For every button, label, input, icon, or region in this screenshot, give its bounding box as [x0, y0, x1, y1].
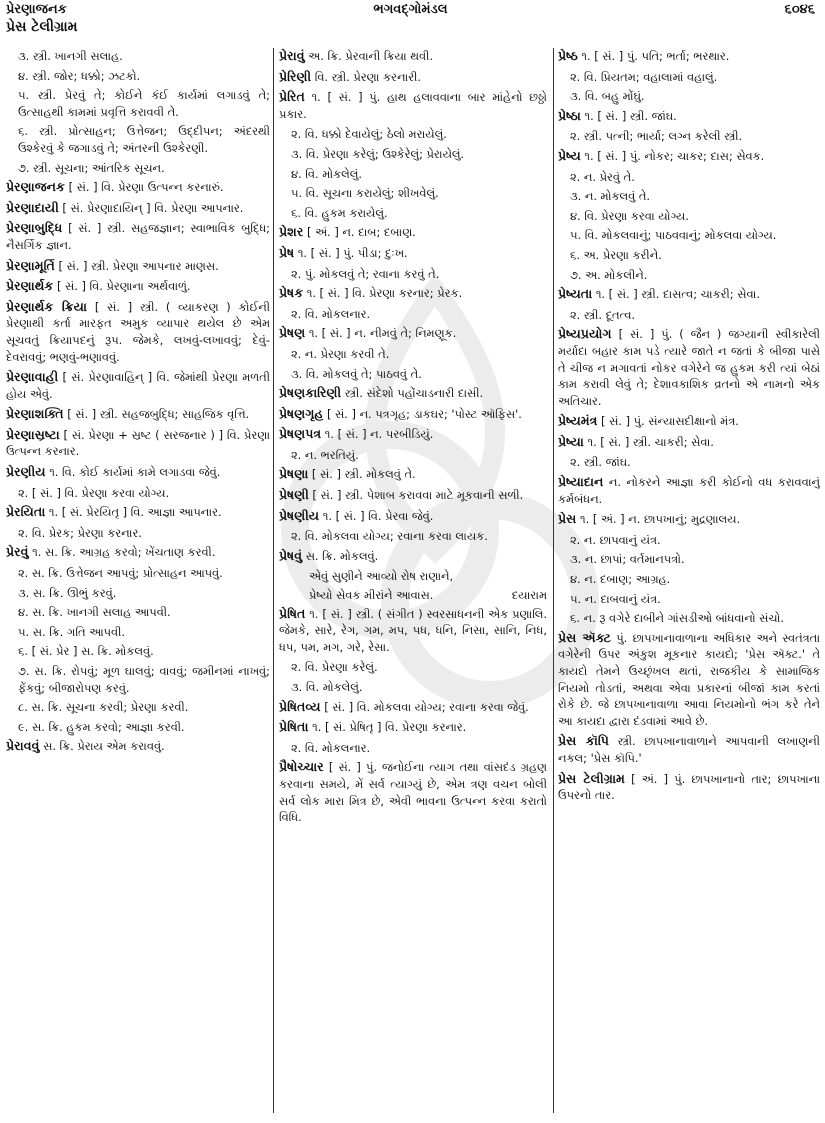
- headword: પ્રેસ: [558, 511, 577, 527]
- headword: પ્રેષ્યપ્રયોગ: [558, 326, 612, 342]
- headword: પ્રેષણીય: [279, 507, 320, 523]
- sense-line: ૨. વિ. પ્રિયતમ; વહાલામાં વહાલું.: [570, 69, 718, 84]
- dictionary-entry: [279, 406, 547, 423]
- sense-line: ૨. વિ. પ્રેરણા કરેલું.: [291, 660, 378, 675]
- dictionary-entry: [558, 630, 820, 730]
- definition: [ સં. પ્રેરણાદાયિન્ ] વિ. પ્રેરણા આપનાર.: [62, 200, 244, 215]
- sense-line: ૨. વિ. પ્રેરક; પ્રેરણા કરનાર.: [18, 525, 142, 540]
- headword: પ્રેરિત: [279, 89, 305, 105]
- sense-line: ૨. ન. ભરતિયું.: [291, 447, 359, 462]
- headword: પ્રેષ: [279, 244, 295, 260]
- left-guideword: પ્રેરણાજનક: [6, 2, 67, 17]
- sense-line: ૫. ન. દાબવાનું યંત્ર.: [570, 591, 661, 606]
- sense-line: ૨. વિ. મોકલનાર.: [291, 306, 371, 321]
- sense-line: ૩. સ. ક્રિ. ઊભું કરવું.: [18, 585, 117, 600]
- definition: ૧. [ સં. ] પું. નોકર; ચાકર; દાસ; સેવક.: [584, 148, 765, 163]
- sense-line: ૪. સ્ત્રી. જોર; ધક્કો; ઝટકો.: [18, 68, 141, 83]
- dictionary-entry: [279, 89, 547, 122]
- headword: પ્રેરિણી: [279, 68, 312, 84]
- sense-line: ૬. [ સં. પ્રેર ] સ. ક્રિ. મોકલવું.: [18, 644, 154, 659]
- dictionary-entry: [558, 733, 820, 766]
- headword: પ્રેરણીય: [6, 464, 46, 480]
- sense-line: ૪. વિ. પ્રેરણા કરવા યોગ્ય.: [570, 208, 689, 223]
- dictionary-entry: [6, 258, 270, 275]
- sense-line: ૩. સ્ત્રી. ખાનગી સલાહ.: [18, 49, 123, 63]
- dictionary-entry: [6, 179, 270, 196]
- sense-line: ૩. ન. છાપાં; વર્તમાનપત્રો.: [570, 552, 685, 567]
- headword: પ્રેષણકારિણી: [279, 385, 342, 401]
- definition: [ સં. ] સ્ત્રી. પેશાબ કરાવવા માટે મૂકવાની સળી.: [312, 488, 524, 503]
- definition: ૧. [ સં. ] પું. પીડા; દુઃખ.: [297, 245, 408, 260]
- headword: પ્રેષ્ય: [558, 147, 581, 163]
- definition: ૧. [ સં. ] ન. નીમવું તે; નિમણૂક.: [308, 326, 457, 341]
- headword: પ્રેષિત: [279, 605, 306, 621]
- sense-line: ૫. વિ. સૂચના કરાયેલું; શીખવેલું.: [291, 186, 439, 201]
- sense-line: ૪. વિ. મોકલેલું.: [291, 166, 362, 181]
- headword: પ્રેરણામૂર્તિ: [6, 257, 55, 273]
- dictionary-entry: [558, 286, 820, 303]
- dictionary-entry: [279, 285, 547, 302]
- headword: પ્રેરણાવાહી: [6, 369, 59, 385]
- sense-line: ૩. ન. મોકલવું તે.: [570, 189, 650, 204]
- dictionary-entry: [558, 474, 820, 507]
- quotation-text: એવું સુણીને આવ્યો રોષ રાણાને,: [309, 569, 454, 584]
- definition: પું. છાપખાનાવાળાના અધિકાર અને સ્વતંત્રતા વગેરેની ઉપર અંકુશ મૂકનાર કાયદો; 'પ્રેસ ઍક્ટ.' તે કાયદો તેમને ઉચ્છૃંખલ થતાં, રાજકીય કે સામાજિક નિયમો તોડતાં, અથવા એવા પ્રકારનાં બીજાં કામ કરતાં રોકે છે. જે છાપખાનાવાળા આવા નિયમોનો ભંગ કરે તેને આ કાયદા દ્વારા દંડવામાં આવે છે.: [558, 630, 820, 728]
- sense-line: ૨. સ્ત્રી. જાંઘ.: [570, 455, 631, 470]
- dictionary-entry: [279, 385, 547, 402]
- dictionary-entry: [279, 759, 547, 825]
- dictionary-entry: [558, 771, 820, 804]
- headword: પ્રૈષોચ્ચાર: [279, 759, 324, 775]
- headword: પ્રેષિતવ્ય: [279, 698, 321, 714]
- headword: પ્રેરાવું: [279, 48, 305, 63]
- dictionary-entry: [6, 738, 270, 755]
- definition: ૧. સ. ક્રિ. આગ્રહ કરવો; ખેંચતાણ કરવી.: [32, 545, 216, 560]
- headword: પ્રેસ કૉપિ: [558, 733, 609, 749]
- headword: પ્રેરણાબુદ્ધિ: [6, 220, 63, 236]
- dictionary-entry: [6, 220, 270, 253]
- dictionary-entry: [6, 299, 270, 365]
- dictionary-entry: [558, 434, 820, 451]
- page-number: ૬૦૪૬: [784, 2, 815, 17]
- dictionary-entry: [558, 511, 820, 528]
- definition: [ સં. પ્રેરણાવાહિન્ ] વિ. જેમાંથી પ્રેરણા મળતી હોય એવું.: [6, 370, 270, 401]
- quotation-author: દયારામ: [511, 588, 547, 603]
- sense-line: ૨. ન. છાપવાનું યંત્ર.: [570, 532, 661, 547]
- sense-line: ૨. ન. પ્રેરણા કરવી તે.: [291, 346, 390, 361]
- sense-line: ૨. વિ. મોકલવા યોગ્ય; રવાના કરવા લાયક.: [291, 529, 488, 544]
- headword: પ્રેષ્ઠા: [558, 107, 581, 123]
- sense-line: ૩. વિ. બહુ મોંઘું.: [570, 89, 645, 104]
- definition: ૧. [ અં. ] ન. છાપખાનું; મુદ્રણાલય.: [580, 512, 741, 527]
- definition: સ્ત્રી. છાપખાનાવાળાને આપવાની લખાણની નકલ; 'પ્રેસ કૉપિ.': [558, 734, 820, 765]
- headword: પ્રેષવું: [279, 547, 303, 563]
- headword: પ્રેષણપત્ર: [279, 426, 322, 442]
- headword: પ્રેષ્યા: [558, 433, 584, 449]
- dictionary-entry: [6, 427, 270, 460]
- definition: સ. ક્રિ. મોકલવું.: [305, 548, 379, 563]
- definition: ૧. [ સં. ] વિ. પ્રેરવા જેવું.: [322, 508, 434, 523]
- definition: [ સં. ] સ્ત્રી. સહજજ્ઞાન; સ્વાભાવિક બુદ્ધિ; નૈસર્ગિક જ્ઞાન.: [6, 221, 270, 252]
- headword: પ્રેષ્યતા: [558, 286, 593, 302]
- dictionary-entry: [6, 464, 270, 481]
- sense-line: ૨. સ. ક્રિ. ઉત્તેજન આપવું; પ્રોત્સાહન આપવું.: [18, 566, 223, 581]
- definition: ન. નોકરને આજ્ઞા કરી કોઈનો વધ કરાવવાનું કર્મબંધન.: [558, 475, 820, 506]
- dictionary-entry: [279, 245, 547, 262]
- definition: [ સં. ] વિ. પ્રેરણાના અર્થવાળું.: [56, 279, 191, 294]
- sense-line: ૨. સ્ત્રી. પત્ની; ભાર્યા; લગ્ન કરેલી સ્ત્રી.: [570, 129, 743, 144]
- sense-line: ૨. વિ. મોકલનાર.: [291, 740, 371, 755]
- dictionary-entry: [279, 48, 547, 65]
- headword: પ્રેરણાર્થક: [6, 278, 54, 294]
- headword: પ્રેષક: [279, 285, 304, 301]
- definition: [ સં. ] સ્ત્રી. મોકલવું તે.: [311, 467, 416, 482]
- sense-line: ૨. પું. મોકલવું તે; રવાના કરવું તે.: [291, 266, 440, 281]
- dictionary-entry: [279, 548, 547, 565]
- sense-line: ૭. અ. મોકલીને.: [570, 267, 648, 282]
- definition: [ સં. ] ન. પત્રગૃહ; ડાકઘર; 'પોસ્ટ ઑફિસ'.: [326, 406, 522, 421]
- definition: ૧. [ સં. ] વિ. પ્રેરણા કરનાર; પ્રેરક.: [306, 286, 463, 301]
- headword: પ્રેરણાજનક: [6, 179, 65, 195]
- definition: ૧. [ સં. ] સ્ત્રી. દાસત્વ; ચાકરી; સેવા.: [595, 287, 760, 302]
- definition: ૧. [ સં. ] સ્ત્રી. ચાકરી; સેવા.: [587, 434, 714, 449]
- definition: અ. ક્રિ. પ્રેરવાની ક્રિયા થવી.: [308, 49, 433, 63]
- dictionary-entry: [279, 487, 547, 504]
- sense-line: ૩. વિ. મોકલેલું.: [291, 680, 363, 694]
- dictionary-entry: [6, 406, 270, 423]
- sense-line: ૬. વિ. હુકમ કરાયેલું.: [291, 205, 388, 220]
- sense-line: ૬. સ્ત્રી. પ્રોત્સાહન; ઉત્તેજન; ઉદ્દીપન; અંદરથી ઉશ્કેરવું કે જગાડવું તે; અંતરની ઉશ્કેરણી.: [18, 124, 270, 155]
- dictionary-entry: [6, 544, 270, 561]
- sense-line: ૭. સ્ત્રી. સૂચના; આંતરિક સૂચન.: [18, 160, 165, 175]
- headword: પ્રેરણાશક્તિ: [6, 406, 64, 422]
- definition: [ સં. ] પું. ( જૈન ) જગ્યાની સ્વીકારેલી મર્યાદા બહાર કામ પડે ત્યારે જાતે ન જતાં કે બીજા પાસે તે ચીજ ન મગાવતાં નોકર વગેરેને જ હુકમ કરી ત્યાં બેઠાં કામ કરાવી લેવું તે; દેશાવકાશિક વ્રતનો એ નામનો એક અતિચાર.: [558, 327, 820, 408]
- dictionary-entry: [279, 508, 547, 525]
- headword: પ્રેશર: [279, 224, 304, 240]
- definition: [ સં. ] સ્ત્રી. પ્રેરણા આપનાર માણસ.: [58, 258, 219, 273]
- right-guideword: પ્રેસ ટેલીગ્રામ: [6, 19, 78, 35]
- definition: [ અં. ] પું. છાપખાનાનો તાર; છાપખાના ઉપરનો તાર.: [558, 771, 820, 803]
- dictionary-entry: [279, 466, 547, 483]
- column-2: [279, 48, 547, 1118]
- headword: પ્રેરણાદાયી: [6, 199, 59, 215]
- quotation-text: પ્રેષ્યો સેવક મીરાંને આવાસ.: [309, 588, 434, 603]
- sense-line: ૭. સ. ક્રિ. રોપવું; મૂળ ઘાલવું; વાવવું; જમીનમાં નાખવું; ફેંકવું; બીજારોપણ કરવું.: [18, 664, 270, 695]
- quotation-line: [309, 587, 547, 604]
- sense-line: ૯. સ. ક્રિ. હુકમ કરવો; આજ્ઞા કરવી.: [18, 719, 185, 734]
- headword: પ્રેષ્યાદાન: [558, 474, 604, 490]
- definition: ૧. [ સં. ] પું. પતિ; ભર્તા; ભરથાર.: [581, 49, 730, 63]
- dictionary-entry: [279, 426, 547, 443]
- dictionary-entry: [558, 413, 820, 430]
- dictionary-entry: [558, 148, 820, 165]
- headword: પ્રેરયિતા: [6, 504, 46, 520]
- quotation-line: [309, 568, 547, 585]
- sense-line: ૬. અ. પ્રેરણા કરીને.: [570, 247, 662, 262]
- sense-line: ૫. સ્ત્રી. પ્રેરવું તે; કોઈને કંઈ કાર્યમાં લગાડવું તે; ઉત્સાહથી કામમાં પ્રવૃત્તિ કરાવવી તે.: [18, 88, 270, 119]
- sense-line: ૫. વિ. મોકલવાનું; પાઠવવાનું; મોકલવા યોગ્ય.: [570, 228, 777, 243]
- definition: સ. ક્રિ. પ્રેરાય એમ કરાવવું.: [43, 739, 165, 754]
- page-header: [6, 0, 815, 20]
- dictionary-entry: [558, 108, 820, 125]
- sense-line: ૮. સ. ક્રિ. સૂચના કરવી; પ્રેરણા કરવી.: [18, 700, 189, 715]
- definition: [ સં. ] વિ. મોકલવા યોગ્ય; રવાના કરવા જેવું.: [324, 699, 529, 714]
- definition: ૧. [ સં. ] પું. હાથ હલાવવાના બાર માંહેનો છઠ્ઠો પ્રકાર.: [279, 90, 547, 121]
- headword: પ્રેરવું: [6, 544, 29, 560]
- headword: પ્રેષણગૃહ: [279, 405, 324, 421]
- sense-line: ૩. વિ. પ્રેરણા કરેલું; ઉશ્કેરેલું; પ્રેરાયેલું.: [291, 146, 465, 161]
- headword: પ્રેષણ: [279, 325, 306, 341]
- book-title: ભગવદ્ગોમંડલ: [373, 2, 448, 17]
- headword: પ્રેષ્ઠ: [558, 48, 578, 63]
- definition: ૧. [ સં. ] ન. પરબીડિયું.: [324, 427, 434, 442]
- sense-line: ૨. [ સં. ] વિ. પ્રેરણા કરવા યોગ્ય.: [18, 485, 170, 500]
- definition: ૧. [ સં. પ્રેરયિતૃ ] વિ. આજ્ઞા આપનાર.: [48, 505, 222, 520]
- sense-line: ૫. સ. ક્રિ. ગતિ આપવી.: [18, 624, 125, 639]
- sense-line: ૨. સ્ત્રી. દૂતત્વ.: [570, 307, 636, 322]
- definition: [ અં. ] ન. દાબ; દબાણ.: [307, 225, 416, 240]
- headword: પ્રેરાવવું: [6, 738, 40, 754]
- definition: ૧. વિ. કોઈ કાર્યમાં કામે લગાડવા જેવું.: [49, 465, 221, 480]
- headword: પ્રેષણી: [279, 487, 309, 503]
- definition: [ સં. ] સ્ત્રી. ( વ્યાકરણ ) કોઈની પ્રેરણાથી કર્તા મારફત અમુક વ્યાપાર થયેલ છે એમ સૂચવતું ક્રિયાપદનું રૂપ. જેમકે, લખવું-લખાવવું; દેવું-દેવરાવવું; ભણવું-ભણાવવું.: [6, 299, 270, 364]
- sense-line: ૪. ન. દબાણ; આગ્રહ.: [570, 572, 671, 587]
- column-1: [6, 48, 270, 1118]
- headword: પ્રેરણાસ્રષ્ટા: [6, 426, 60, 442]
- headword: પ્રેસ ઍક્ટ: [558, 629, 611, 645]
- dictionary-entry: [6, 200, 270, 217]
- column-3: [558, 48, 820, 1118]
- definition: [ સં. ] વિ. પ્રેરણા ઉત્પન્ન કરનારું.: [68, 180, 224, 195]
- dictionary-entry: [279, 699, 547, 716]
- definition: [ સં. પ્રેરણા + સ્રષ્ટ ( સરજનાર ) ] વિ. પ્રેરણા ઉત્પન્ન કરનાર.: [6, 427, 270, 459]
- headword: પ્રેરણાર્થક ક્રિયા: [6, 298, 88, 314]
- headword: પ્રેષણા: [279, 466, 309, 482]
- definition: વિ. સ્ત્રી. પ્રેરણા કરનારી.: [314, 69, 421, 84]
- definition: [ સં. ] પું. સંન્યાસદીક્ષાનો મંત્ર.: [601, 414, 739, 429]
- sense-line: ૩. વિ. મોકલવું તે; પાઠવવું તે.: [291, 366, 422, 381]
- dictionary-entry: [279, 325, 547, 342]
- headword: પ્રેષ્યમંત્ર: [558, 413, 598, 429]
- definition: [ સં. ] પું. જનોઈના ત્યાગ તથા વાંસદંડ ગ્રહણ કરવાના સમયે, મેં સર્વ ત્યાગ્યું છે, એમ ત્રણ વચન બોલી સર્વ લોક મારા મિત્ર છે, એવી ભાવના ઉત્પન્ન કરવા કરાતો વિધિ.: [279, 760, 547, 825]
- dictionary-entry: [6, 369, 270, 402]
- definition: ૧. [ સં. પ્રેષિતૃ ] વિ. પ્રેરણા કરનાર.: [312, 720, 467, 735]
- definition: [ સં. ] સ્ત્રી. સહજબુદ્ધિ; સાહજિક વૃત્તિ.: [67, 407, 250, 422]
- sense-line: ૨. વિ. ધક્કો દેવાયેલું; ઠેલો મરાયેલું.: [291, 127, 447, 142]
- definition: ૧. [ સં. ] સ્ત્રી. ( સંગીત ) સ્વરસાધનની એક પ્રણાલિ. જેમકે, સારે, રેગ, ગમ, મપ, પધ, ધનિ, નિસા, સાનિ, નિધ, ધપ, પમ, મગ, ગરે, રેસા.: [279, 606, 547, 654]
- dictionary-entry: [279, 606, 547, 656]
- definition: સ્ત્રી. સંદેશો પહોંચાડનારી દાસી.: [344, 386, 484, 401]
- sense-line: ૬. ન. રૂ વગેરે દાબીને ગાંસડીઓ બાંધવાનો સંચો.: [570, 611, 784, 626]
- dictionary-entry: [279, 719, 547, 736]
- sense-line: ૪. સ. ક્રિ. ખાનગી સલાહ આપવી.: [18, 605, 171, 620]
- dictionary-entry: [6, 278, 270, 295]
- dictionary-entry: [6, 504, 270, 521]
- headword: પ્રેષિતા: [279, 719, 309, 735]
- dictionary-entry: [558, 326, 820, 409]
- dictionary-entry: [558, 48, 820, 65]
- dictionary-entry: [279, 224, 547, 241]
- dictionary-entry: [279, 69, 547, 86]
- sense-line: ૨. ન. પ્રેરવું તે.: [570, 169, 635, 184]
- headword: પ્રેસ ટેલીગ્રામ: [558, 770, 625, 786]
- definition: ૧. [ સં. ] સ્ત્રી. જાંઘ.: [584, 108, 677, 123]
- columns: [0, 48, 825, 1118]
